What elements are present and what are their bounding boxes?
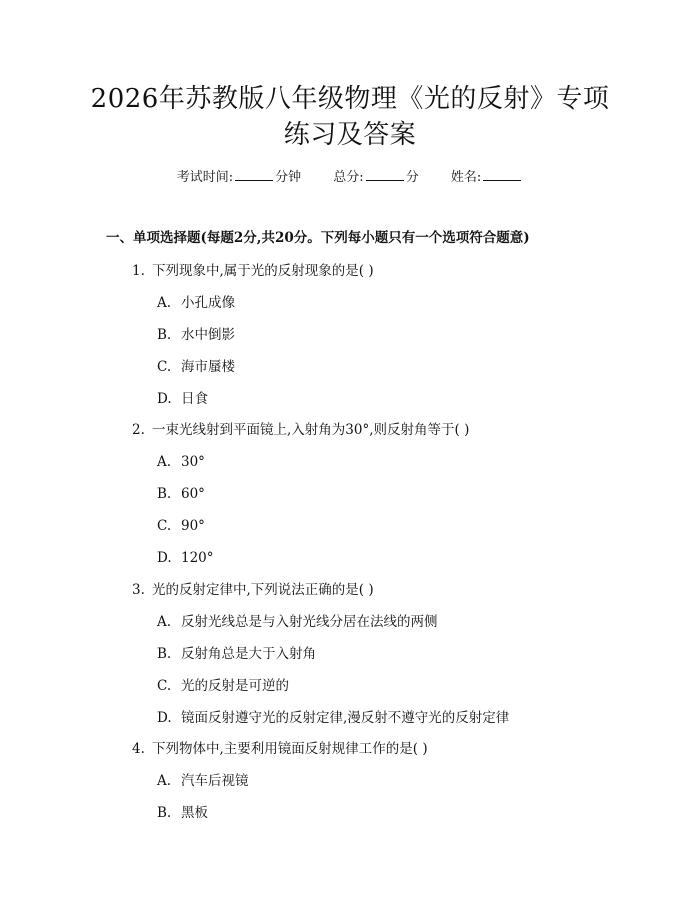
option-text: 镜面反射遵守光的反射定律,漫反射不遵守光的反射定律 (181, 710, 510, 726)
option-text: 120° (181, 550, 214, 566)
section-heading-single-choice: 一、单项选择题(每题2分,共20分。下列每小题只有一个选项符合题意) (106, 230, 530, 246)
option-text: 30° (181, 454, 205, 470)
question-text: 下列现象中,属于光的反射现象的是( ) (152, 263, 374, 279)
question-1-option-a (157, 294, 235, 312)
question-4-option-b (157, 804, 208, 822)
exam-time-field (177, 170, 306, 185)
exam-time-blank (235, 168, 273, 181)
exam-info-row (0, 168, 700, 187)
question-4-option-a (157, 772, 249, 790)
question-1-option-b (157, 326, 235, 344)
option-text: 水中倒影 (181, 327, 235, 343)
question-number: 1. (132, 263, 145, 279)
question-3-option-d (157, 709, 509, 727)
question-2-option-d (157, 549, 214, 567)
question-1-option-c (157, 358, 235, 376)
option-text: 光的反射是可逆的 (181, 678, 289, 694)
exam-time-unit: 分钟 (275, 170, 302, 185)
option-letter: B. (157, 486, 172, 502)
question-text: 光的反射定律中,下列说法正确的是( ) (152, 582, 374, 598)
question-text: 一束光线射到平面镜上,入射角为30°,则反射角等于( ) (152, 422, 470, 438)
option-letter: A. (157, 614, 172, 630)
question-number: 4. (132, 741, 145, 757)
question-3-option-a (157, 613, 438, 631)
exam-time-label: 考试时间: (176, 170, 234, 185)
option-letter: D. (157, 710, 172, 726)
option-letter: B. (157, 327, 172, 343)
option-text: 日食 (181, 391, 208, 407)
question-2-option-b (157, 485, 205, 503)
question-2-option-c (157, 517, 205, 535)
question-2-option-a (157, 453, 205, 471)
option-letter: B. (157, 805, 172, 821)
option-letter: B. (157, 646, 172, 662)
document-title-line-1: 2026年苏教版八年级物理《光的反射》专项 (90, 84, 610, 114)
option-text: 小孔成像 (181, 295, 235, 311)
question-number: 2. (132, 422, 145, 438)
question-text: 下列物体中,主要利用镜面反射规律工作的是( ) (152, 741, 428, 757)
option-letter: D. (157, 550, 172, 566)
total-score-label: 总分: (333, 170, 364, 185)
total-score-blank (366, 168, 404, 181)
question-1 (132, 262, 374, 280)
question-3 (132, 581, 374, 599)
question-2 (132, 421, 469, 439)
option-text: 海市蜃楼 (181, 359, 235, 375)
question-4 (132, 740, 428, 758)
student-name-label: 姓名: (450, 170, 482, 185)
question-number: 3. (132, 582, 145, 598)
option-text: 60° (181, 486, 205, 502)
option-letter: C. (157, 359, 172, 375)
option-text: 反射角总是大于入射角 (181, 646, 316, 662)
option-letter: A. (157, 773, 172, 789)
question-3-option-b (157, 645, 316, 663)
option-letter: C. (157, 518, 172, 534)
question-1-option-d (157, 390, 208, 408)
question-3-option-c (157, 677, 289, 695)
option-text: 反射光线总是与入射光线分居在法线的两侧 (181, 614, 438, 630)
total-score-unit: 分 (405, 170, 419, 185)
option-letter: D. (157, 391, 172, 407)
option-text: 汽车后视镜 (181, 773, 249, 789)
option-text: 黑板 (181, 805, 208, 821)
option-letter: A. (157, 295, 172, 311)
option-text: 90° (181, 518, 205, 534)
student-name-blank (483, 168, 521, 181)
option-letter: A. (157, 454, 172, 470)
total-score-field (333, 170, 423, 185)
student-name-field (451, 170, 523, 185)
option-letter: C. (157, 678, 172, 694)
document-title-line-2: 练习及答案 (283, 120, 417, 150)
